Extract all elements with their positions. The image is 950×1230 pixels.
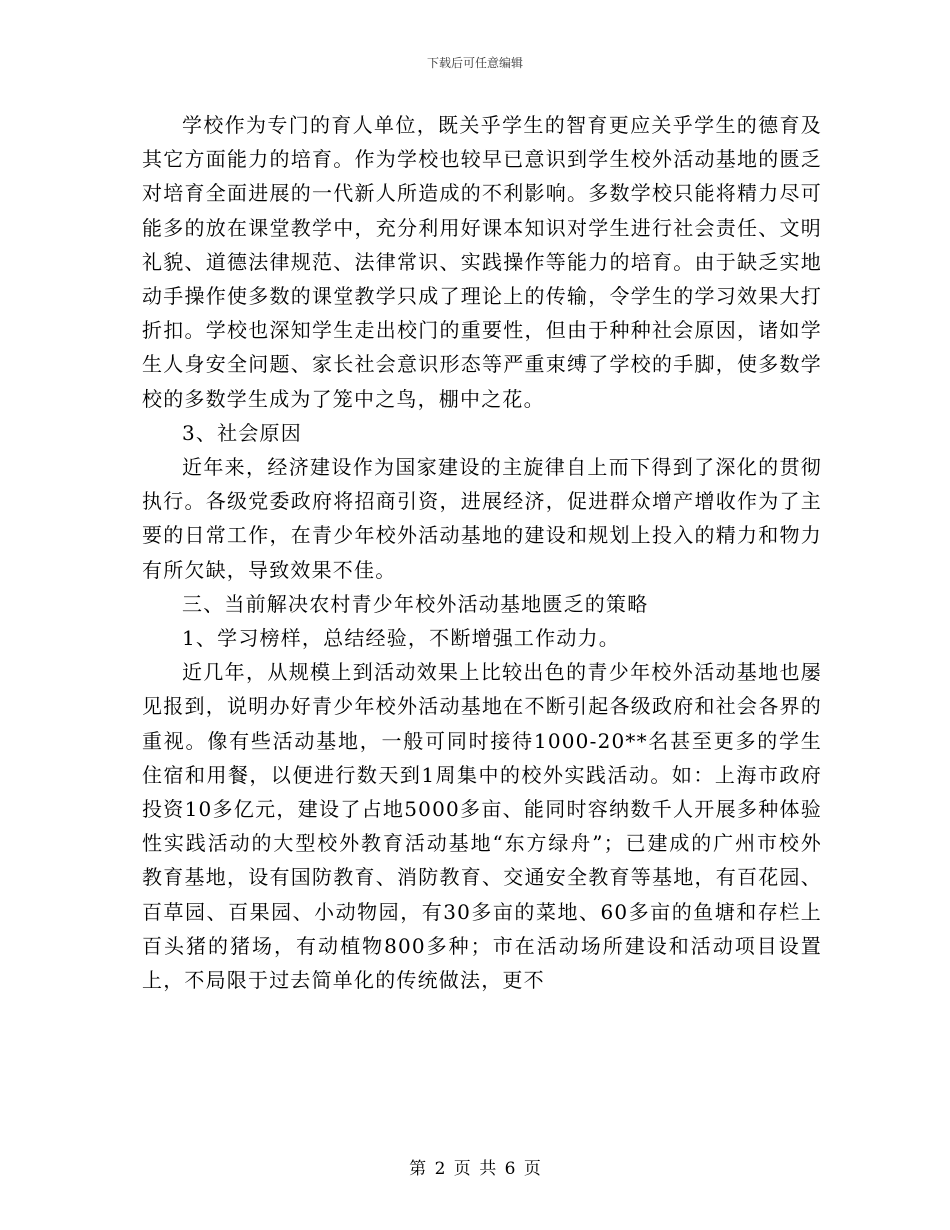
page-number-footer: 第 2 页 共 6 页 (409, 1159, 541, 1179)
page-header-note: 下载后可任意编辑 (426, 56, 523, 70)
section-heading-strategies: 三、当前解决农村青少年校外活动基地匮乏的策略 (182, 591, 649, 616)
paragraph-school-role: 学校作为专门的育人单位，既关乎学生的智育更应关乎学生的德育及其它方面能力的培育。作为学校也较早已意识到学生校外活动基地的匮乏对培育全面进展的一代新人所造成的不利影响。多数学校只能将精力尽可能多的放在课堂教学中，充分利用好课本知识对学生进行社会责任、文明礼貌、道德法律规范、法律常识、实践操作等能力的培育。由于缺乏实地动手操作使多数的课堂教学只成了理论上的传输，令学生的学习效果大打折扣。学校也深知学生走出校门的重要性，但由于种种社会原因，诸如学生人身安全问题、家长社会意识形态等严重束缚了学校的手脚，使多数学校的多数学生成为了笼中之鸟，棚中之花。 (142, 113, 822, 411)
subheading-learn-examples: 1、学习榜样，总结经验，不断增强工作动力。 (182, 626, 620, 651)
document-body (142, 108, 822, 997)
paragraph-economic-focus: 近年来，经济建设作为国家建设的主旋律自上而下得到了深化的贯彻执行。各级党委政府将招商引资，进展经济，促进群众增产增收作为了主要的日常工作，在青少年校外活动基地的建设和规划上投入的精力和物力有所欠缺，导致效果不佳。 (142, 455, 822, 582)
heading-social-reasons: 3、社会原因 (182, 420, 302, 445)
paragraph-example-bases: 近几年，从规模上到活动效果上比较出色的青少年校外活动基地也屡见报到，说明办好青少年校外活动基地在不断引起各级政府和社会各界的重视。像有些活动基地，一般可同时接待1000-20**名甚至更多的学生住宿和用餐，以便进行数天到1周集中的校外实践活动。如：上海市政府投资10多亿元，建设了占地5000多亩、能同时容纳数千人开展多种体验性实践活动的大型校外教育活动基地“东方绿舟”；已建成的广州市校外教育基地，设有国防教育、消防教育、交通安全教育等基地，有百花园、百草园、百果园、小动物园，有30多亩的菜地、60多亩的鱼塘和存栏上百头猪的猪场，有动植物800多种；市在活动场所建设和活动项目设置上，不局限于过去简单化的传统做法，更不 (142, 660, 822, 993)
